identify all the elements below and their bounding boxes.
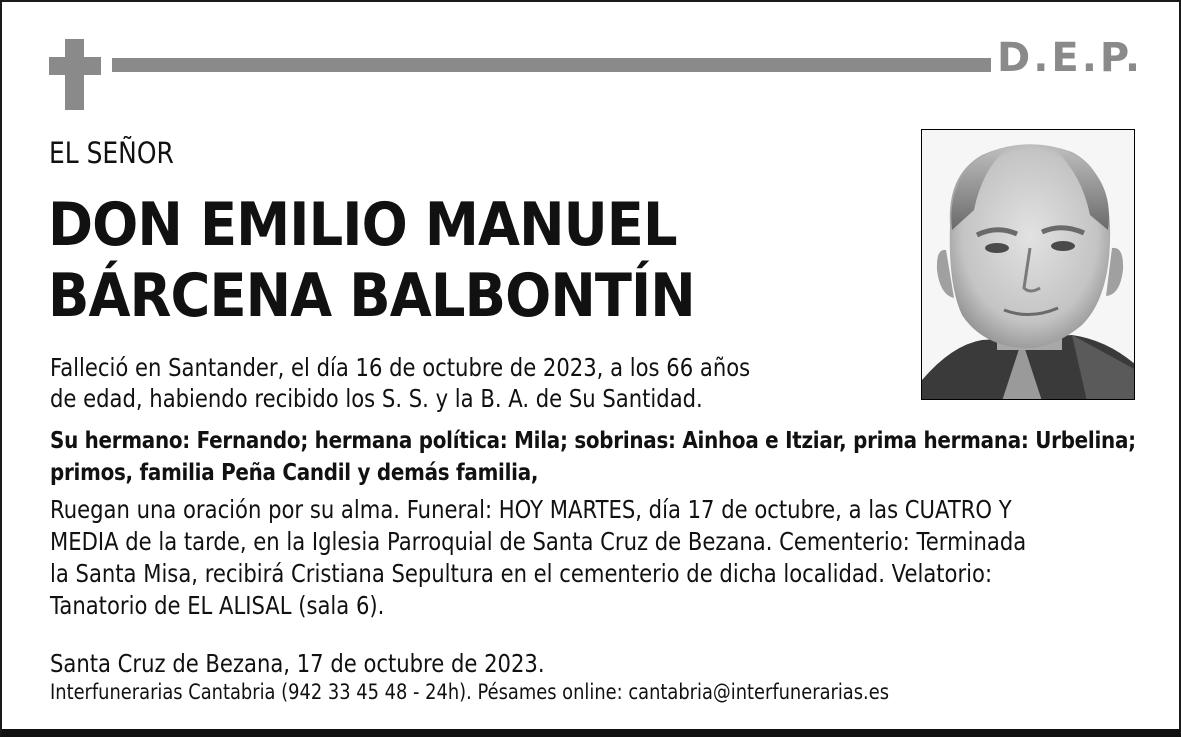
dep-label: D.E.P. — [997, 35, 1144, 81]
death-notice-line-2: de edad, habiendo recibido los S. S. y la B. A. de Su Santidad. — [50, 384, 703, 413]
funeral-home-contact: Interfunerarias Cantabria (942 33 45 48 - 24h). Pésames online: cantabria@interfunerarias.es — [50, 680, 890, 704]
deceased-name — [48, 190, 863, 332]
header-rule — [112, 58, 991, 72]
funeral-service-details — [50, 494, 1081, 622]
service-line-2: MEDIA de la tarde, en la Iglesia Parroquial de Santa Cruz de Bezana. Cementerio: Terminada — [50, 527, 1027, 556]
family-line-1: Su hermano: Fernando; hermana política: Mila; sobrinas: Ainhoa e Itziar, prima hermana: Urbelina; — [50, 428, 1136, 454]
service-line-1: Ruegan una oración por su alma. Funeral: HOY MARTES, día 17 de octubre, a las CUATRO Y — [50, 495, 1012, 524]
deceased-name-line-1: DON EMILIO MANUEL — [48, 190, 677, 260]
deceased-portrait-photo — [921, 129, 1135, 400]
service-line-3: la Santa Misa, recibirá Cristiana Sepultura en el cementerio de dicha localidad. Velatorio: — [50, 559, 993, 588]
place-and-date: Santa Cruz de Bezana, 17 de octubre de 2023. — [50, 649, 545, 678]
family-list — [50, 425, 1136, 489]
cross-horizontal-bar — [49, 57, 101, 75]
family-line-2: primos, familia Peña Candil y demás familia, — [50, 460, 539, 486]
death-notice — [50, 352, 811, 414]
portrait-icon — [922, 130, 1135, 400]
service-line-4: Tanatorio de EL ALISAL (sala 6). — [50, 591, 385, 620]
death-notice-line-1: Falleció en Santander, el día 16 de octubre de 2023, a los 66 años — [50, 353, 751, 382]
title-prefix: EL SEÑOR — [49, 136, 174, 170]
deceased-name-line-2: BÁRCENA BALBONTÍN — [48, 261, 695, 331]
